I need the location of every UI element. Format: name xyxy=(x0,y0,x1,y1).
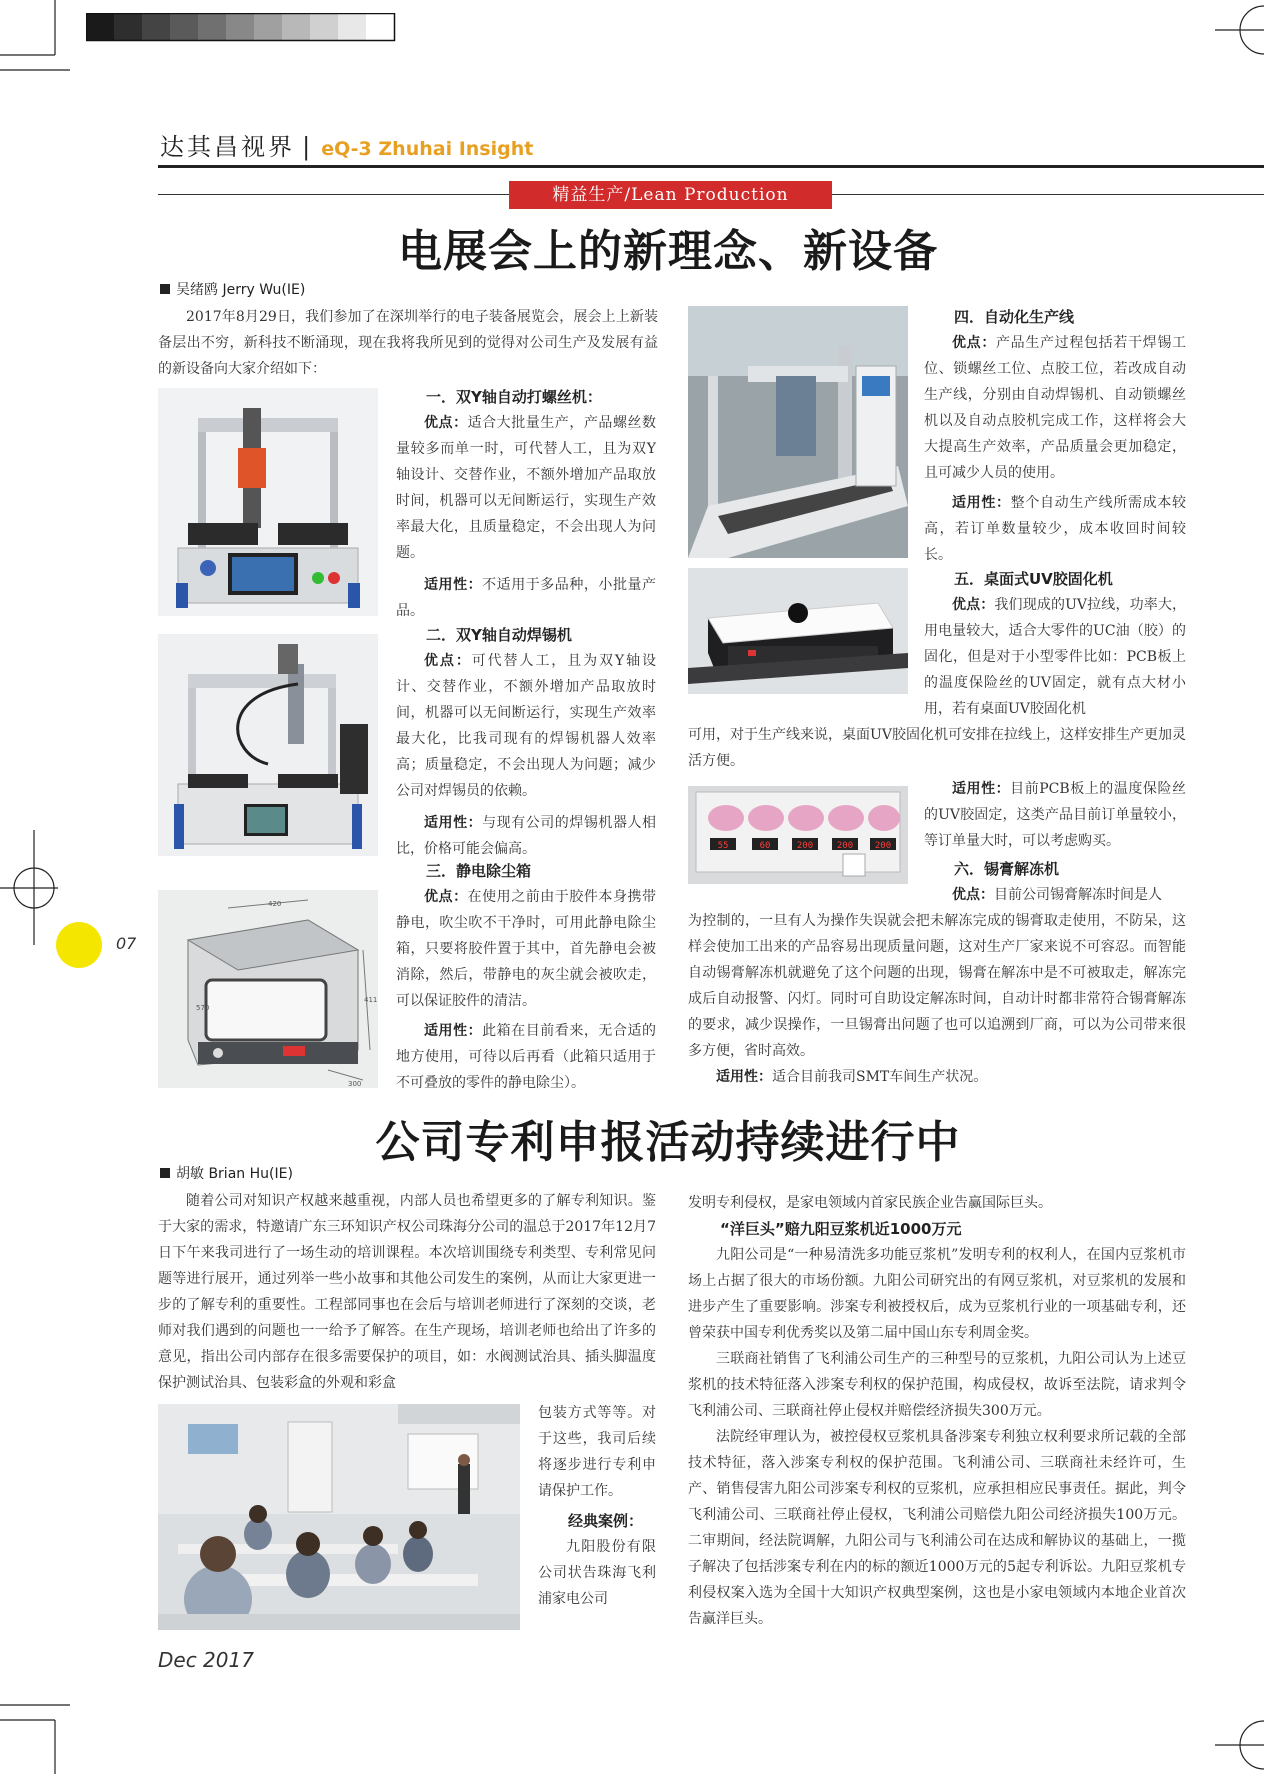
photo-uv-curing-machine xyxy=(688,568,908,694)
section-6 xyxy=(924,856,1186,908)
section-4-advantages xyxy=(924,330,1186,486)
section-5-adv-text-b: 可用，对于生产线来说，桌面UV胶固化机可安排在拉线上，这样安排生产更加灵活方便。 xyxy=(688,727,1186,769)
article2-col1-narrow xyxy=(538,1400,656,1612)
section-5-continued xyxy=(688,722,1186,774)
page-number: 07 xyxy=(116,934,137,953)
dust-box-height-label: 411 xyxy=(364,996,378,1004)
article2-paragraph-3: 三联商社销售了飞利浦公司生产的三种型号的豆浆机，九阳公司认为上述豆浆机的技术特征落入涉案专利权的保护范围，构成侵权，故诉至法院，请求判令飞利浦公司、三联商社停止侵权并赔偿经济损失300万元。 xyxy=(688,1351,1186,1419)
article2-col2 xyxy=(688,1190,1186,1632)
section-tag-text: 精益生产/Lean Production xyxy=(552,185,789,205)
section-5-adv-text-a: 我们现成的UV拉线，功率大，用电量较大，适合大零件的UC油（胶）的固化，但是对于小型零件比如：PCB板上的温度保险丝的UV固定，就有点大材小用，若有桌面UV胶固化机 xyxy=(924,597,1186,717)
case-heading: 经典案例： xyxy=(568,1512,644,1530)
section-6-app-text: 适合目前我司SMT车间生产状况。 xyxy=(772,1069,988,1085)
thaw-display-3: 200 xyxy=(796,841,814,851)
section-6-adv-label: 优点： xyxy=(952,887,994,903)
section-4-adv-label: 优点： xyxy=(952,335,996,351)
section-5-applicability-block xyxy=(924,776,1186,854)
article2-paragraph-2: 九阳公司是“一种易清洗多功能豆浆机”发明专利的权利人，在国内豆浆机市场上占据了很大的市场份额。九阳公司研究出的有网豆浆机，对豆浆机的发展和进步产生了重要影响。涉案专利被授权后，成为豆浆机行业的一项基础专利，还曾荣获中国专利优秀奖以及第二届中国山东专利周金奖。 xyxy=(688,1247,1186,1341)
article2-author-name: 胡敏 Brian Hu(IE) xyxy=(176,1166,293,1182)
section-3-app-text: 此箱在目前看来，无合适的地方使用，可待以后再看（此箱只适用于不可叠放的零件的静电除尘）。 xyxy=(396,1023,657,1091)
section-1-adv-text: 适合大批量生产，产品螺丝数量较多而单一时，可代替人工，且为双Y轴设计、交替作业，不额外增加产品取放时间，机器可以无间断运行，实现生产效率最大化，且质量稳定，不会出现人为问题。 xyxy=(396,415,657,561)
section-5-adv-label: 优点： xyxy=(952,597,995,613)
section-3-app-label: 适用性： xyxy=(424,1023,483,1039)
section-5-advantages xyxy=(924,592,1186,722)
masthead xyxy=(160,130,533,164)
section-3-adv-text: 在使用之前由于胶件本身携带静电，吹尘吹不干净时，可用此静电除尘箱，只要将胶件置于其中，首先静电会被消除，然后，带静电的灰尘就会被吹走，可以保证胶件的清洁。 xyxy=(396,889,657,1009)
photo-training-session xyxy=(158,1404,520,1630)
article1-title: 电展会上的新理念、新设备 xyxy=(398,226,938,277)
page-dot xyxy=(56,922,102,968)
section-3-applicability xyxy=(396,1018,656,1096)
section-2-app-text: 与现有公司的焊锡机器人相比，价格可能会偏高。 xyxy=(396,815,657,857)
photo-solder-thaw-machine xyxy=(688,786,908,884)
footer-date: Dec 2017 xyxy=(158,1648,254,1672)
section-5-heading: 五．桌面式UV胶固化机 xyxy=(954,570,1113,588)
section-1-applicability xyxy=(396,572,656,624)
section-4-app-label: 适用性： xyxy=(952,495,1011,511)
section-6-app-label: 适用性： xyxy=(716,1069,772,1085)
section-2-adv-text: 可代替人工，且为双Y轴设计、交替作业，不额外增加产品取放时间，机器可以无间断运行，实现生产效率最大化，比我司现有的焊锡机器人效率高；质量稳定，不会出现人为问题；减少公司对焊锡员的依赖。 xyxy=(396,653,656,799)
section-6-advantages xyxy=(924,882,1186,908)
section-2-app-label: 适用性： xyxy=(424,815,483,831)
color-calibration-bar xyxy=(86,13,396,43)
section-4-heading: 四．自动化生产线 xyxy=(954,308,1075,326)
section-4-app-text: 整个自动生产线所需成本较高，若订单数量较少，成本收回时间较长。 xyxy=(924,495,1187,563)
section-3-adv-label: 优点： xyxy=(424,889,468,905)
dust-box-width-label: 420 xyxy=(268,900,282,908)
section-6-continued xyxy=(688,908,1186,1090)
case-subheading: “洋巨头”赔九阳豆浆机近1000万元 xyxy=(720,1220,962,1238)
section-tag xyxy=(509,181,832,209)
section-1-heading: 一．双Y轴自动打螺丝机： xyxy=(426,388,602,406)
photo-production-line xyxy=(688,306,908,558)
masthead-rule xyxy=(158,165,1264,168)
section-1-app-label: 适用性： xyxy=(424,577,483,593)
section-6-adv-text-b: 为控制的，一旦有人为操作失误就会把未解冻完成的锡膏取走使用，不防呆，这样会使加工出来的产品容易出现质量问题，这对生产厂家来说不可容忍。而智能自动锡膏解冻机就避免了这个问题的出现，锡膏在解冻中是不可被取走，解冻完成后自动报警、闪灯。同时可自助设定解冻时间，自动计时都非常符合锡膏解冻的要求，减少误操作，一旦锡膏出问题了也可以追溯到厂商，可以为公司带来很多方便，省时高效。 xyxy=(688,913,1186,1059)
section-6-applicability xyxy=(688,1064,1186,1090)
article2-paragraph-4: 法院经审理认为，被控侵权豆浆机具备涉案专利独立权利要求所记载的全部技术特征，落入涉案专利权的保护范围。飞利浦公司、三联商社未经许可，生产、销售侵害九阳公司涉案专利权的豆浆机，应承担相应民事责任。据此，判令飞利浦公司、三联商社停止侵权，飞利浦公司赔偿九阳公司经济损失100万元。二审期间，经法院调解，九阳公司与飞利浦公司在达成和解协议的基础上，一揽子解决了包括涉案专利在内的标的额近1000万元的5起专利诉讼。九阳豆浆机专利侵权案入选为全国十大知识产权典型案例，这也是小家电领域内本地企业首次告赢洋巨头。 xyxy=(688,1429,1186,1627)
section-6-adv-text-a: 目前公司锡膏解冻时间是人 xyxy=(994,887,1162,903)
article1-intro xyxy=(158,304,658,382)
section-6-heading: 六．锡膏解冻机 xyxy=(954,860,1060,878)
section-1-app-text: 不适用于多品种，小批量产品。 xyxy=(396,577,657,619)
author-marker xyxy=(160,284,170,294)
article2-col1 xyxy=(158,1188,656,1396)
thaw-display-2: 60 xyxy=(759,841,771,851)
photo-screw-machine xyxy=(158,388,378,616)
section-5-app-text: 目前PCB板上的温度保险丝的UV胶固定，这类产品目前订单量较小，等订单量大时，可以考虑购买。 xyxy=(924,781,1187,849)
dust-box-depth-label: 570 xyxy=(196,1004,210,1012)
brand-en: eQ-3 Zhuhai Insight xyxy=(321,138,534,160)
brand-separator: | xyxy=(302,133,311,161)
section-4-adv-text: 产品生产过程包括若干焊锡工位、锁螺丝工位、点胶工位，若改成自动生产线，分别由自动焊锡机、自动锁螺丝机以及自动点胶机完成工作，这样将会大大提高生产效率，产品质量会更加稳定，且可减少人员的使用。 xyxy=(924,335,1186,481)
section-2-heading: 二．双Y轴自动焊锡机 xyxy=(426,626,572,644)
section-5-app-label: 适用性： xyxy=(952,781,1011,797)
article2-paragraph-1: 随着公司对知识产权越来越重视，内部人员也希望更多的了解专利知识。鉴于大家的需求，特邀请广东三环知识产权公司珠海分公司的温总于2017年12月7日下午来我司进行了一场生动的培训课程。本次培训围绕专利类型、专利常见问题等进行展开，通过列举一些小故事和其他公司发生的案例，从而让大家更进一步的了解专利的重要性。工程部同事也在会后与培训老师进行了深刻的交谈，老师对我们遇到的问题也一一给予了解答。在生产现场，培训老师也给出了许多的意见，指出公司内部存在很多需要保护的项目，如：水阀测试治具、插头脚温度保护测试治具、包装彩盒的外观和彩盒 xyxy=(158,1193,656,1391)
article1-author xyxy=(160,280,305,300)
section-4 xyxy=(924,304,1186,568)
section-5-applicability xyxy=(924,776,1186,854)
section-2-applicability xyxy=(396,810,656,862)
article2-title: 公司专利申报活动持续进行中 xyxy=(375,1117,961,1168)
section-2-adv-label: 优点： xyxy=(424,653,472,669)
article1-intro-text: 2017年8月29日，我们参加了在深圳举行的电子装备展览会，展会上上新装备层出不穷，新科技不断涌现，现在我将我所见到的觉得对公司生产及发展有益的新设备向大家介绍如下： xyxy=(158,309,658,377)
section-3-heading: 三．静电除尘箱 xyxy=(426,862,532,880)
article1-author-name: 吴绪鸥 Jerry Wu(IE) xyxy=(176,282,306,298)
brand-cn: 达其昌视界 xyxy=(160,133,295,161)
article2-paragraph-1-continued: 包装方式等等。对于这些，我司后续将逐步进行专利申请保护工作。 xyxy=(538,1405,656,1499)
section-2-advantages xyxy=(396,648,656,804)
thaw-display-5: 200 xyxy=(874,841,892,851)
section-5 xyxy=(924,566,1186,722)
section-4-applicability xyxy=(924,490,1186,568)
author-marker-2 xyxy=(160,1168,170,1178)
section-3-advantages xyxy=(396,884,656,1014)
case-continued: 发明专利侵权，是家电领域内首家民族企业告赢国际巨头。 xyxy=(688,1195,1052,1211)
section-1 xyxy=(396,384,656,624)
thaw-display-1: 55 xyxy=(717,841,729,851)
section-1-adv-label: 优点： xyxy=(424,415,468,431)
section-3 xyxy=(396,858,656,1096)
photo-dust-box xyxy=(158,890,378,1088)
dust-box-side-label: 300 xyxy=(348,1080,362,1088)
thaw-display-4: 200 xyxy=(836,841,854,851)
photo-soldering-machine xyxy=(158,634,378,856)
case-start: 九阳股份有限公司状告珠海飞利浦家电公司 xyxy=(538,1539,656,1607)
section-1-advantages xyxy=(396,410,656,566)
article2-author xyxy=(160,1164,293,1184)
section-2 xyxy=(396,622,656,862)
